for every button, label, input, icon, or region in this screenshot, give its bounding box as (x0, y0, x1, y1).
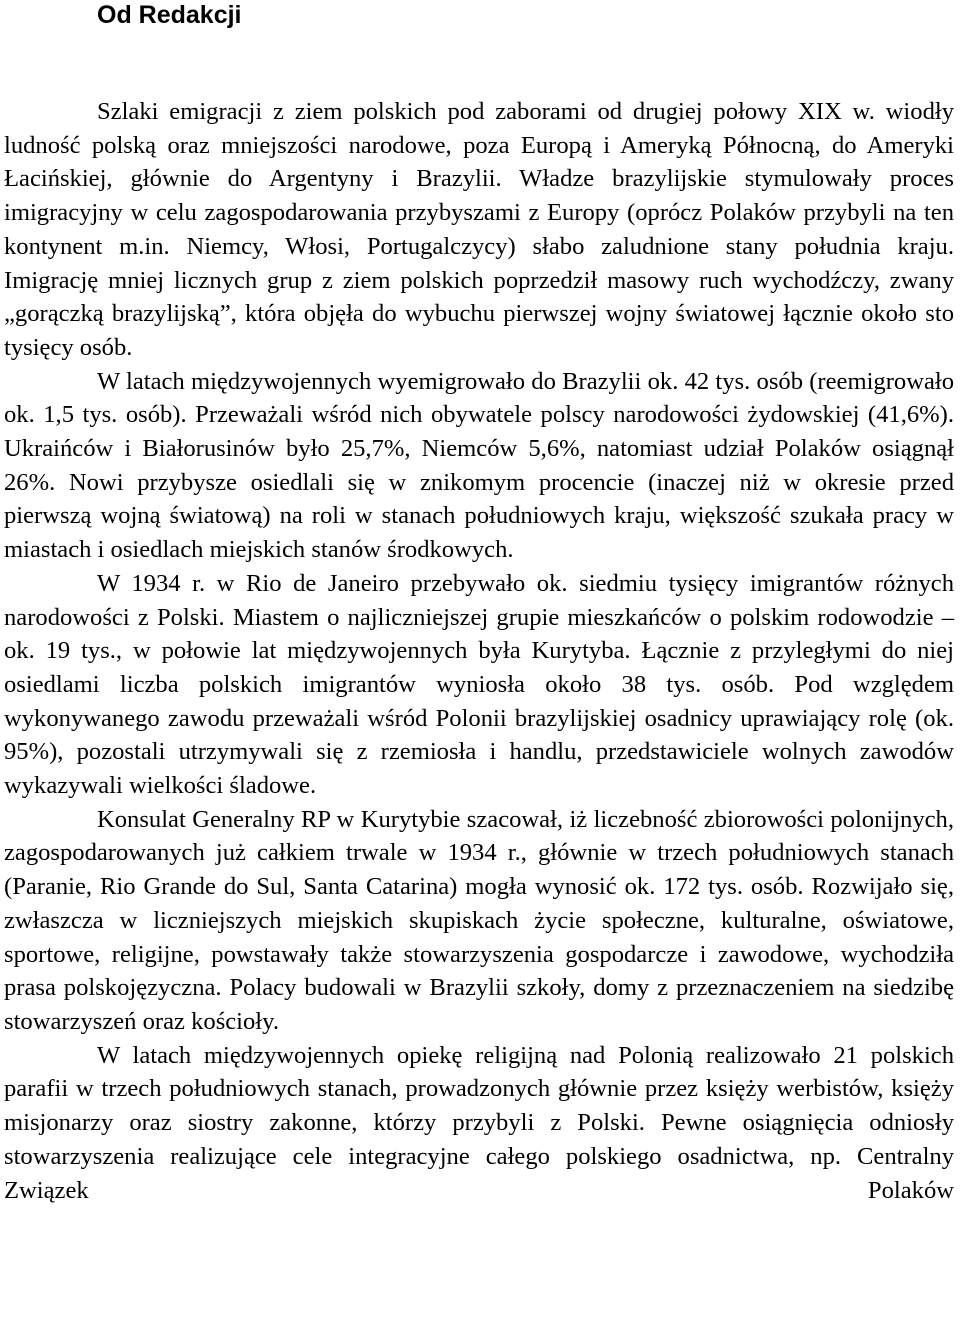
document-body (4, 95, 954, 1207)
paragraph-4: Konsulat Generalny RP w Kurytybie szacował, iż liczebność zbiorowości polonijnych, zagospodarowanych już całkiem trwale w 1934 r., głównie w trzech południowych stanach (Paranie, Rio Grande do Sul, Santa Catarina) mogła wynosić ok. 172 tys. osób. Rozwijało się, zwłaszcza w liczniejszych miejskich skupiskach życie społeczne, kulturalne, oświatowe, sportowe, religijne, powstawały także stowarzyszenia gospodarcze i zawodowe, wychodziła prasa polskojęzyczna. Polacy budowali w Brazylii szkoły, domy z przeznaczeniem na siedzibę stowarzyszeń oraz kościoły. (4, 805, 954, 1035)
paragraph-2: W latach międzywojennych wyemigrowało do Brazylii ok. 42 tys. osób (reemigrowało ok. 1,5 tys. osób). Przeważali wśród nich obywatele polscy narodowości żydowskiej (41,6%). Ukraińców i Białorusinów było 25,7%, Niemców 5,6%, natomiast udział Polaków osiągnął 26%. Nowi przybysze osiedlali się w znikomym procencie (inaczej niż w okresie przed pierwszą wojną światową) na roli w stanach południowych kraju, większość szukała pracy w miastach i osiedlach miejskich stanów środkowych. (4, 367, 954, 564)
paragraph-3: W 1934 r. w Rio de Janeiro przebywało ok. siedmiu tysięcy imigrantów różnych narodowości z Polski. Miastem o najliczniejszej grupie mieszkańców o polskim rodowodzie – ok. 19 tys., w połowie lat międzywojennych była Kurytyba. Łącznie z przyległymi do niej osiedlami liczba polskich imigrantów wyniosła około 38 tys. osób. Pod względem wykonywanego zawodu przeważali wśród Polonii brazylijskiej osadnicy uprawiający rolę (ok. 95%), pozostali utrzymywali się z rzemiosła i handlu, przedstawiciele wolnych zawodów wykazywali wielkości śladowe. (4, 569, 954, 800)
paragraph-5: W latach międzywojennych opiekę religijną nad Polonią realizowało 21 polskich parafii w trzech południowych stanach, prowadzonych głównie przez księży werbistów, księży misjonarzy oraz siostry zakonne, którzy przybyli z Polski. Pewne osiągnięcia odniosły stowarzyszenia realizujące cele integracyjne całego polskiego osadnictwa, np. Centralny Związek Polaków (4, 1041, 954, 1204)
page-title: Od Redakcji (97, 1, 242, 29)
paragraph-1: Szlaki emigracji z ziem polskich pod zaborami od drugiej połowy XIX w. wiodły ludność polską oraz mniejszości narodowe, poza Europą i Ameryką Północną, do Ameryki Łacińskiej, głównie do Argentyny i Brazylii. Władze brazylijskie stymulowały proces imigracyjny w celu zagospodarowania przybyszami z Europy (oprócz Polaków przybyli na ten kontynent m.in. Niemcy, Włosi, Portugalczycy) słabo zaludnione stany południa kraju. Imigrację mniej licznych grup z ziem polskich poprzedził masowy ruch wychodźczy, zwany „gorączką brazylijską”, która objęła do wybuchu pierwszej wojny światowej łącznie około sto tysięcy osób. (4, 98, 954, 361)
